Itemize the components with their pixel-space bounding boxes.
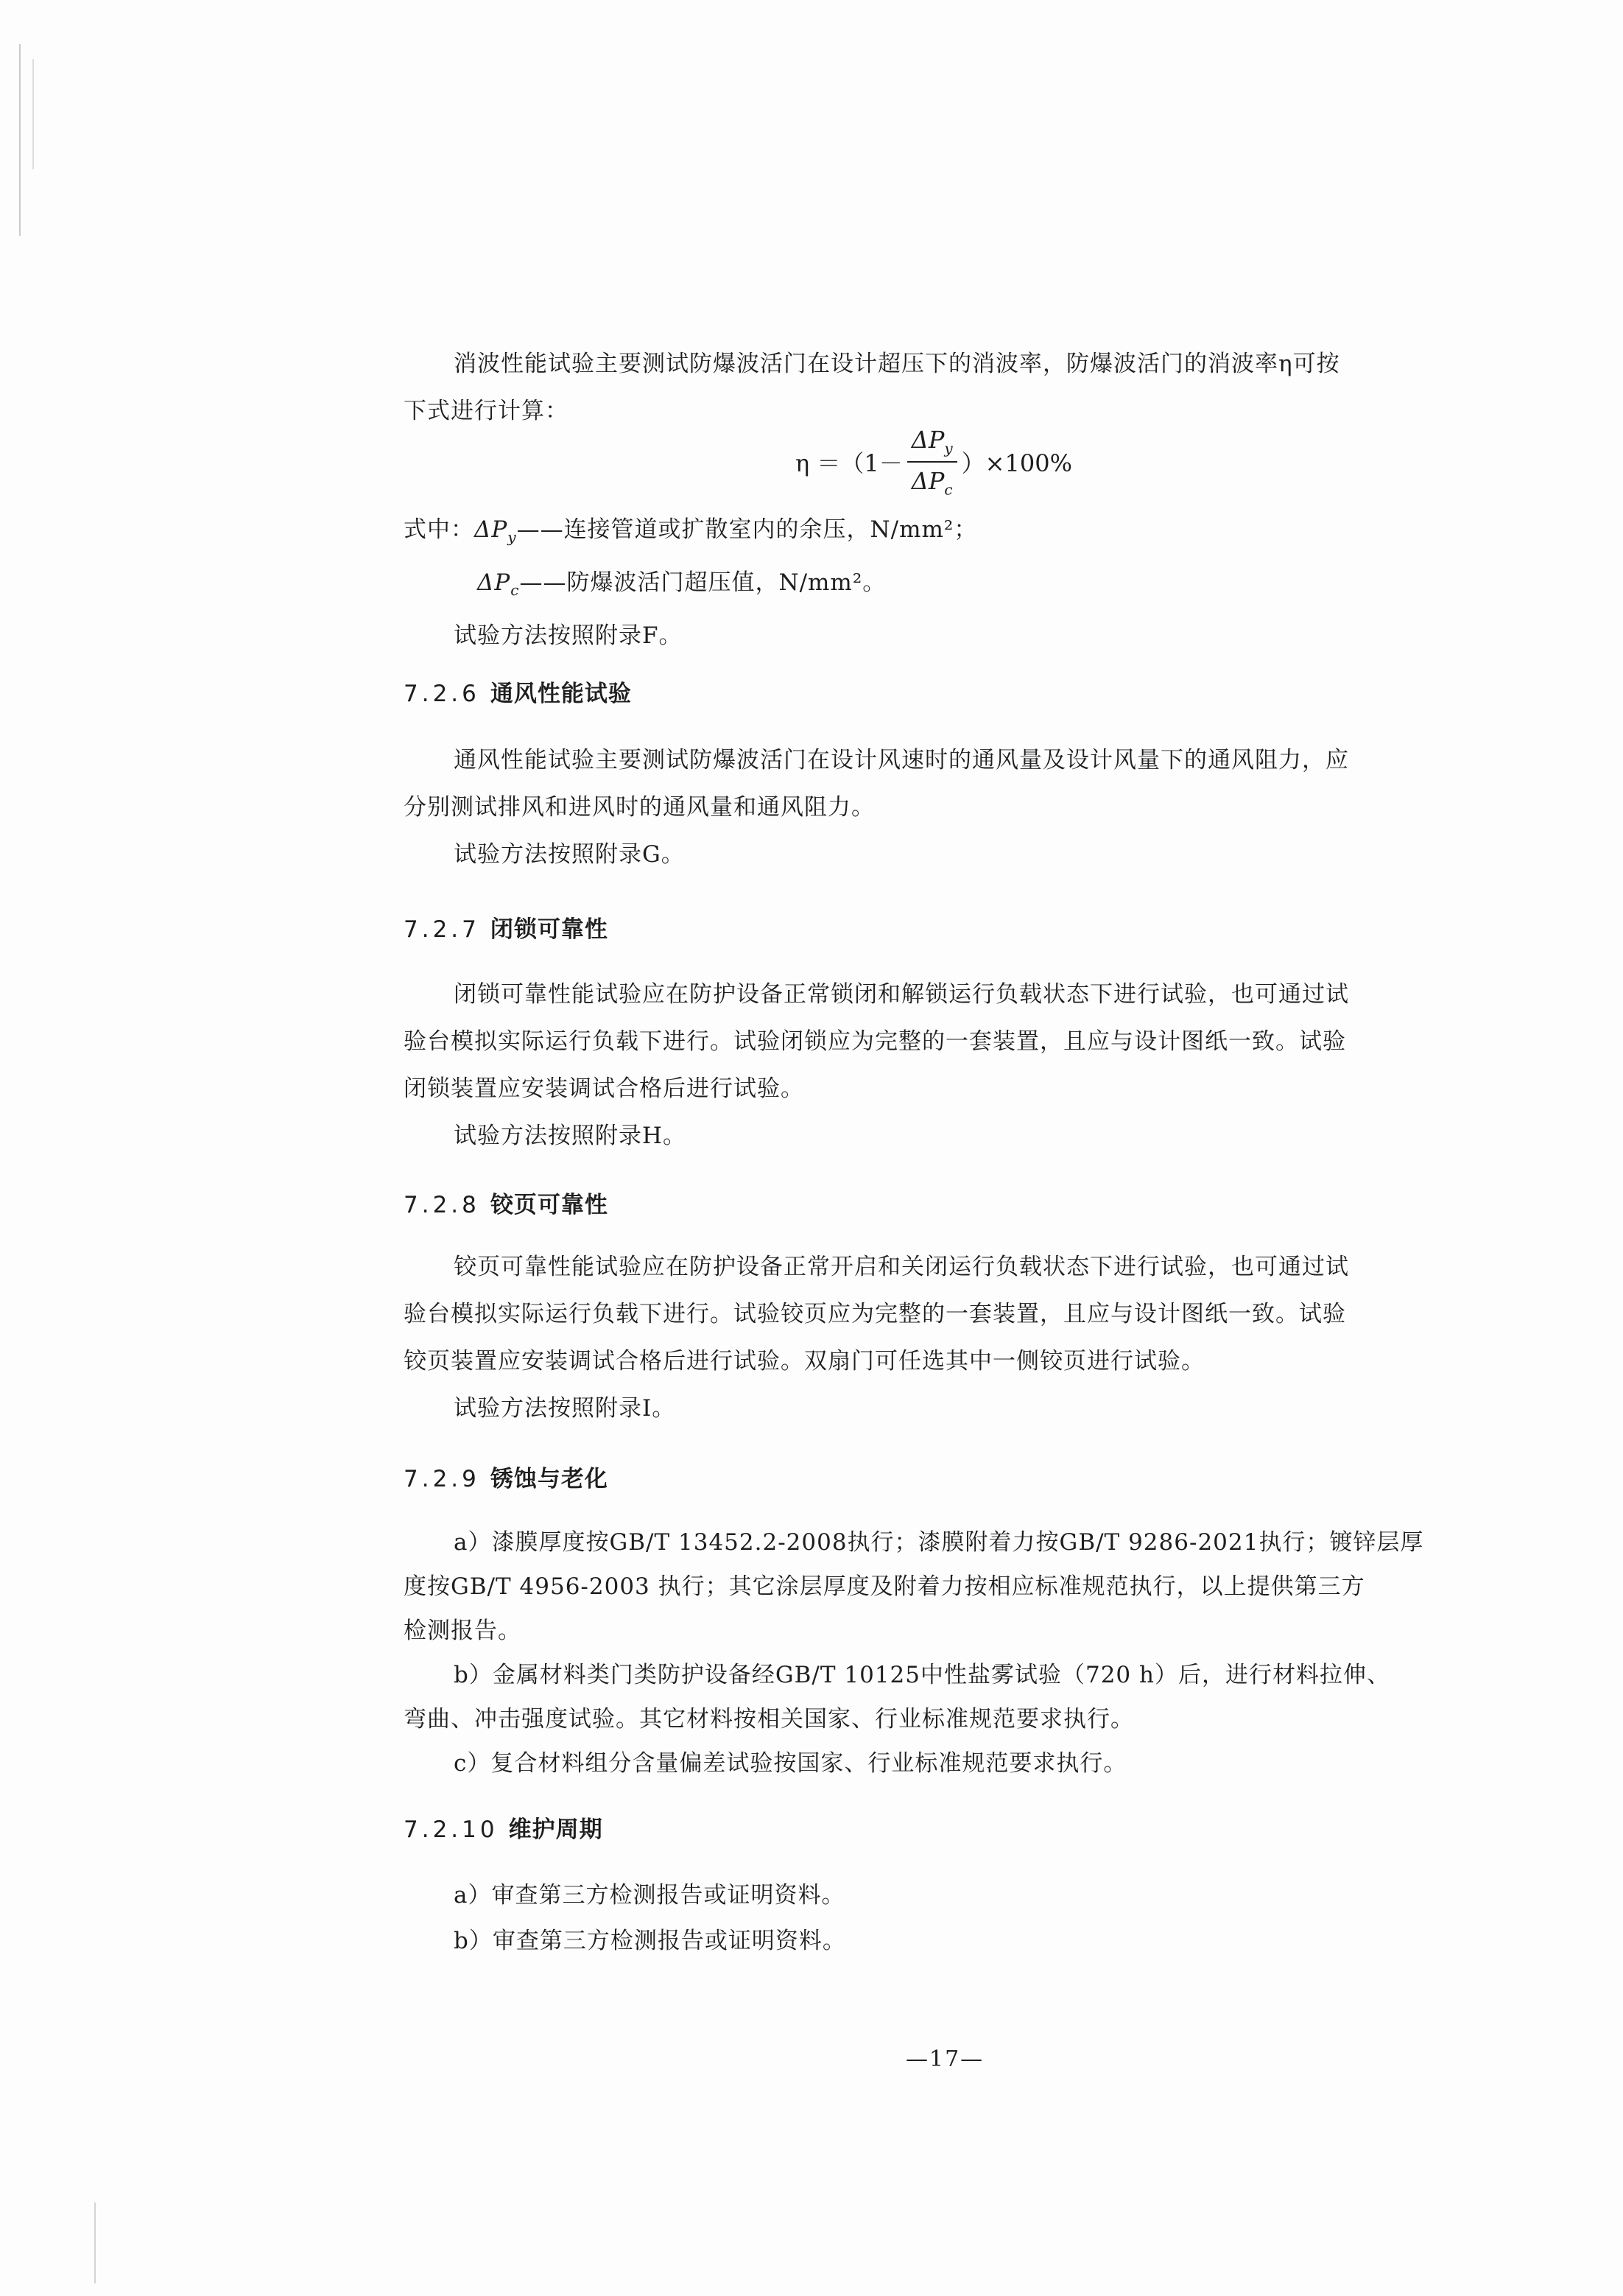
- section-7-2-6-body: 通风性能试验主要测试防爆波活门在设计风速时的通风量及设计风量下的通风阻力，应 分别测试排风和进风时的通风量和通风阻力。 试验方法按照附录G。: [404, 747, 1349, 868]
- wave-elimination-formula: [795, 426, 1072, 499]
- definition-2: $\Delta P_c——$防爆波活门超压值，N/mm²。: [477, 569, 887, 600]
- section-7-2-9-body: a）漆膜厚度按GB/T 13452.2-2008执行；漆膜附着力按GB/T 9286-2021执行；镀锌层厚 度按GB/T 4956-2003 执行；其它涂层厚度及附着力按相应标准规范执行，以上提供第三方 检测报告。 b）金属材料类门类防护设备经GB/T 10125中性盐雾试验（720 h）后，进行材料拉伸、 弯曲、冲击强度试验。其它材料按相关国家、行业标准规范要求执行。 c）复合材料组分含量偏差试验按国家、行业标准规范要求执行。: [404, 1529, 1424, 1777]
- section-7-2-10-body: a）审查第三方检测报告或证明资料。 b）审查第三方检测报告或证明资料。: [454, 1882, 846, 1954]
- section-heading-7-2-7: 7.2.7 闭锁可靠性: [404, 916, 608, 943]
- formula-lhs: η ＝（1－: [795, 449, 903, 478]
- formula-numerator: $\Delta P_y$: [907, 426, 957, 463]
- intro-line-2: 下式进行计算：: [404, 398, 568, 424]
- scan-artifact-line: [94, 2202, 96, 2283]
- intro-line-1: 消波性能试验主要测试防爆波活门在设计超压下的消波率，防爆波活门的消波率η可按: [454, 351, 1340, 377]
- section-7-2-8-body: 铰页可靠性能试验应在防护设备正常开启和关闭运行负载状态下进行试验，也可通过试 验台模拟实际运行负载下进行。试验铰页应为完整的一套装置，且应与设计图纸一致。试验 铰页装置应安装调试合格后进行试验。双扇门可任选其中一侧铰页进行试验。 试验方法按照附录I。: [404, 1254, 1349, 1422]
- section-heading-7-2-8: 7.2.8 铰页可靠性: [404, 1192, 608, 1218]
- formula-definitions: [404, 507, 1462, 659]
- scan-artifact-line: [19, 44, 21, 236]
- intro-paragraph: [404, 340, 1462, 435]
- section-heading-7-2-10: 7.2.10 维护周期: [404, 1816, 603, 1843]
- page-number: —17—: [906, 2046, 985, 2072]
- section-heading-7-2-9: 7.2.9 锈蚀与老化: [404, 1466, 608, 1492]
- formula-fraction: [907, 426, 957, 499]
- section-7-2-7-body: 闭锁可靠性能试验应在防护设备正常锁闭和解锁运行负载状态下进行试验，也可通过试 验台模拟实际运行负载下进行。试验闭锁应为完整的一套装置，且应与设计图纸一致。试验 闭锁装置应安装调试合格后进行试验。 试验方法按照附录H。: [404, 981, 1349, 1149]
- method-appendix-f: 试验方法按照附录F。: [454, 622, 683, 650]
- section-heading-7-2-6: 7.2.6 通风性能试验: [404, 681, 632, 707]
- formula-rhs: ）×100%: [961, 449, 1072, 478]
- formula-denominator: $\Delta P_c$: [911, 467, 953, 499]
- definition-1: 式中：$\Delta P_y——$连接管道或扩散室内的余压，N/mm²；: [404, 516, 978, 547]
- scan-artifact-line: [32, 59, 34, 169]
